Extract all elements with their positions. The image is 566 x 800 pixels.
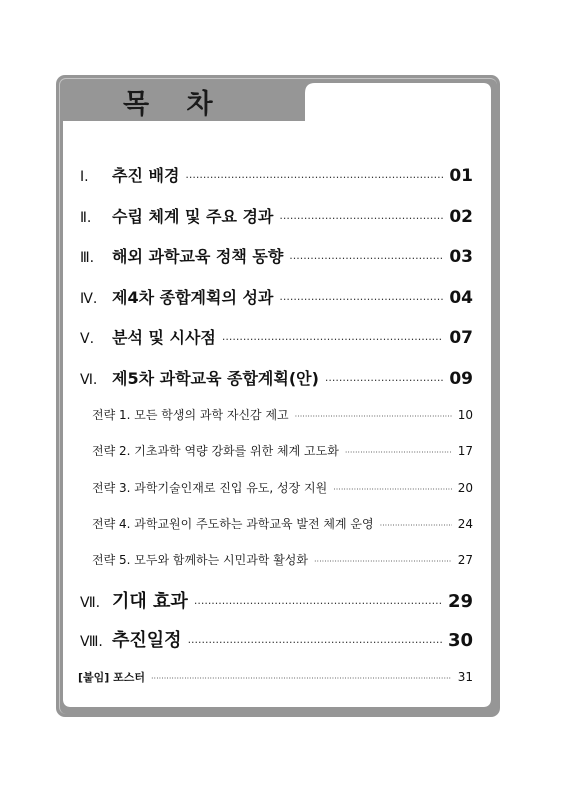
toc-label: 분석 및 시사점: [112, 328, 216, 347]
toc-number: Ⅰ.: [80, 169, 89, 185]
toc-page: 30: [447, 630, 473, 651]
toc-strategy-5[interactable]: [92, 551, 473, 568]
toc-number: Ⅷ.: [80, 634, 103, 650]
toc-number: Ⅳ.: [80, 291, 98, 307]
toc-strategy-4[interactable]: [92, 515, 473, 532]
toc-page: 10: [457, 408, 473, 422]
leader-dots: [151, 674, 452, 683]
toc-number: Ⅲ.: [80, 250, 95, 266]
leader-dots: [185, 171, 443, 184]
leader-dots: [345, 448, 452, 457]
toc-entry-2[interactable]: [80, 204, 473, 227]
toc-page: 03: [449, 247, 473, 267]
toc-entry-8[interactable]: [80, 626, 473, 652]
toc-number: Ⅵ.: [80, 372, 98, 388]
toc-page: 20: [457, 481, 473, 495]
toc-page: 31: [457, 670, 473, 684]
toc-entry-4[interactable]: [80, 285, 473, 308]
leader-dots: [188, 636, 442, 649]
toc-number: Ⅴ.: [80, 331, 95, 347]
toc-label: 기대 효과: [112, 591, 188, 612]
toc-page: 07: [449, 328, 473, 348]
toc-appendix[interactable]: [78, 669, 473, 685]
toc-page: 02: [449, 207, 473, 227]
toc-strategy-1[interactable]: [92, 406, 473, 423]
toc-label: 추진 배경: [112, 166, 180, 185]
toc-entry-7[interactable]: [80, 587, 473, 613]
toc-label: 해외 과학교육 정책 동향: [112, 247, 284, 266]
toc-page: 29: [447, 591, 473, 612]
leader-dots: [279, 212, 443, 225]
toc-page: 17: [457, 444, 473, 458]
leader-dots: [289, 252, 443, 265]
toc-strategy-2[interactable]: [92, 442, 473, 459]
toc-entry-5[interactable]: [80, 325, 473, 348]
toc-label: 전략 4. 과학교원이 주도하는 과학교육 발전 체계 운영: [92, 517, 374, 531]
toc-label: 제5차 과학교육 종합계획(안): [112, 369, 319, 388]
toc-label: 전략 3. 과학기술인재로 진입 유도, 성장 지원: [92, 481, 328, 495]
toc-number: Ⅱ.: [80, 210, 92, 226]
toc-page: 01: [449, 166, 473, 186]
leader-dots: [295, 412, 452, 421]
toc-entry-6[interactable]: [80, 366, 473, 389]
toc-label: 전략 5. 모두와 함께하는 시민과학 활성화: [92, 553, 308, 567]
toc-title: 목 차: [123, 89, 227, 120]
toc-label: 전략 2. 기초과학 역량 강화를 위한 체계 고도화: [92, 444, 339, 458]
leader-dots: [314, 557, 452, 566]
toc-page: 27: [457, 553, 473, 567]
toc-label: 추진일정: [112, 630, 182, 651]
toc-entry-1[interactable]: [80, 163, 473, 186]
toc-number: Ⅶ.: [80, 595, 101, 611]
toc-label: [붙임] 포스터: [78, 671, 146, 684]
toc-label: 전략 1. 모든 학생의 과학 자신감 제고: [92, 408, 289, 422]
toc-entry-3[interactable]: [80, 244, 473, 267]
leader-dots: [194, 597, 442, 610]
leader-dots: [380, 521, 452, 530]
leader-dots: [222, 333, 443, 346]
toc-label: 제4차 종합계획의 성과: [112, 288, 274, 307]
toc-strategy-3[interactable]: [92, 479, 473, 496]
toc-page: 09: [449, 369, 473, 389]
toc-page: 24: [457, 517, 473, 531]
leader-dots: [333, 485, 452, 494]
leader-dots: [279, 293, 443, 306]
toc-label: 수립 체계 및 주요 경과: [112, 207, 274, 226]
leader-dots: [325, 374, 443, 387]
toc-page: 04: [449, 288, 473, 308]
